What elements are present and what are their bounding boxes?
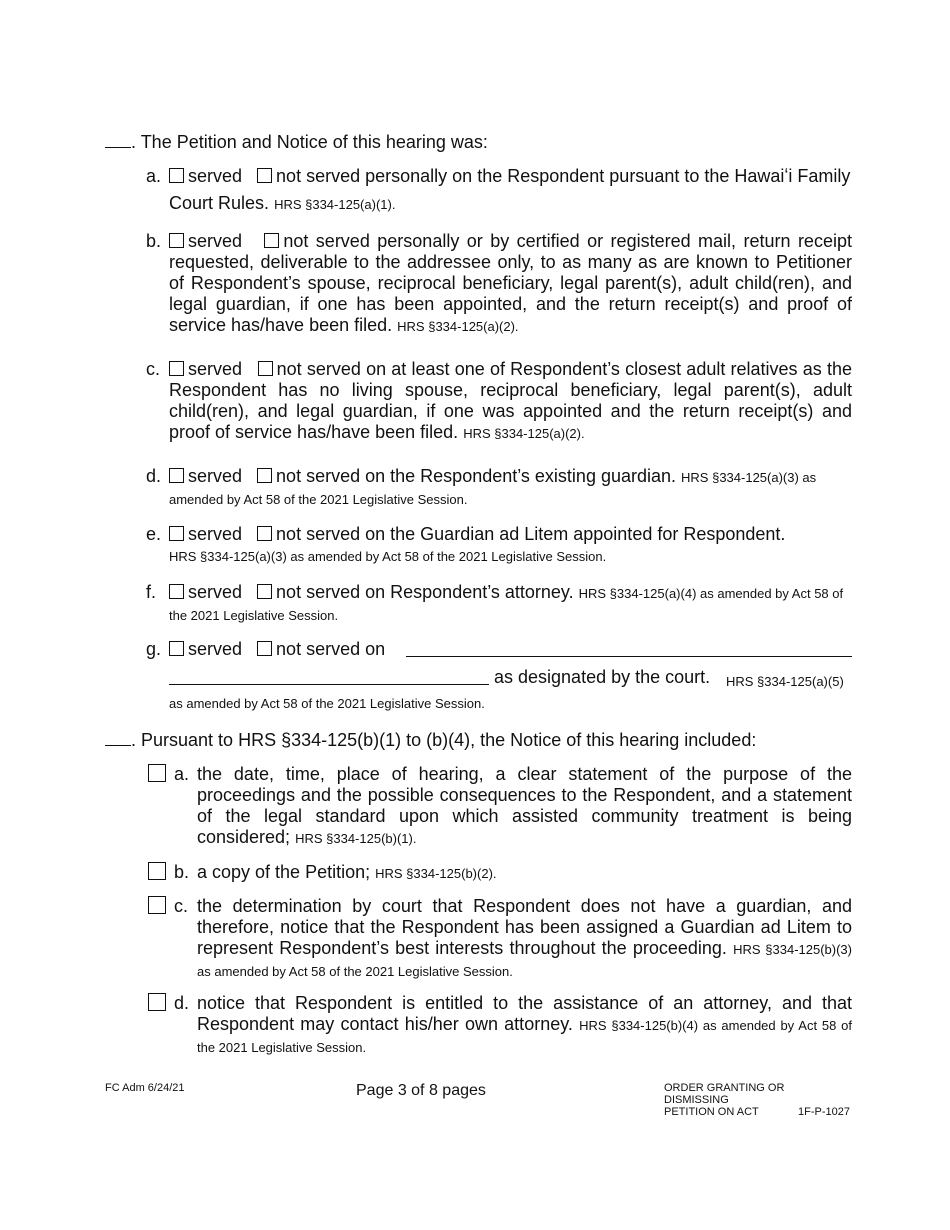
item-checkbox[interactable] xyxy=(148,993,166,1011)
item-text-2: as designated by the court. xyxy=(494,667,711,687)
served-label: served xyxy=(188,231,243,251)
not-served-label: not served xyxy=(276,359,361,379)
item-text: personally on the Respondent pursuant to the Hawaiʻi Family Court Rules. xyxy=(169,166,851,213)
served-label: served xyxy=(188,466,243,486)
section1-blank[interactable] xyxy=(105,133,131,148)
not-served-checkbox[interactable] xyxy=(258,361,273,376)
section1-heading: . The Petition and Notice of this hearing was: xyxy=(105,132,488,153)
section2-intro: Pursuant to HRS §334-125(b)(1) to (b)(4), the Notice of this hearing included: xyxy=(141,730,757,750)
not-served-label: not served xyxy=(276,166,361,186)
s2-item-b xyxy=(148,862,852,884)
item-letter: f. xyxy=(146,582,157,602)
item-letter: c. xyxy=(146,359,161,379)
footer-form-id: FC Adm 6/24/21 xyxy=(105,1082,185,1094)
item-ref: HRS §334-125(a)(3) as amended by Act 58 of the 2021 Legislative Session. xyxy=(169,470,817,507)
not-served-checkbox[interactable] xyxy=(257,168,272,183)
s1-item-a xyxy=(146,166,852,218)
item-text: the determination by court that Respondent does not have a guardian, and therefore, notice that the Respondent has been assigned a Guardian ad Litem to represent Respondent’s best interests throughout the proceeding. xyxy=(197,896,852,958)
section2-blank[interactable] xyxy=(105,731,131,746)
footer-title-line1: ORDER GRANTING OR DISMISSING xyxy=(664,1082,785,1106)
served-checkbox[interactable] xyxy=(169,361,184,376)
served-checkbox[interactable] xyxy=(169,168,184,183)
item-text: the date, time, place of hearing, a clear statement of the purpose of the proceedings and the possible consequences to the Respondent, and a statement of the legal standard upon which assisted community treatment is being considered; xyxy=(197,764,852,847)
s2-item-c xyxy=(148,896,852,982)
served-label: served xyxy=(188,524,243,544)
s2-item-d xyxy=(148,993,852,1058)
section2-heading: . Pursuant to HRS §334-125(b)(1) to (b)(4), the Notice of this hearing included: xyxy=(105,730,756,751)
not-served-label: not served xyxy=(276,466,361,486)
item-letter: g. xyxy=(146,639,162,659)
section1-intro: The Petition and Notice of this hearing was: xyxy=(140,132,488,152)
not-served-label: not served xyxy=(276,524,361,544)
item-checkbox[interactable] xyxy=(148,862,166,880)
s1-item-d xyxy=(146,466,852,510)
item-ref: HRS §334-125(a)(2). xyxy=(397,319,519,334)
item-text: a copy of the Petition; xyxy=(197,862,371,882)
not-served-label: not served xyxy=(276,582,361,602)
item-text: notice that Respondent is entitled to the assistance of an attorney, and that Respondent may contact his/her own attorney. xyxy=(197,993,852,1034)
served-label: served xyxy=(188,359,243,379)
item-letter: d. xyxy=(174,993,190,1013)
item-letter: b. xyxy=(146,231,162,251)
item-letter: b. xyxy=(174,862,190,882)
footer-form-number: 1F-P-1027 xyxy=(798,1106,850,1118)
item-ref: HRS §334-125(b)(1). xyxy=(295,831,417,846)
footer-title-line2: PETITION ON ACT xyxy=(664,1106,759,1118)
not-served-label: not served xyxy=(283,231,370,251)
item-ref: HRS §334-125(a)(4) as amended by Act 58 of the 2021 Legislative Session. xyxy=(169,586,844,623)
s1-item-e xyxy=(146,524,852,567)
not-served-checkbox[interactable] xyxy=(257,641,272,656)
item-text: on Respondent’s attorney. xyxy=(365,582,574,602)
not-served-checkbox[interactable] xyxy=(257,526,272,541)
not-served-checkbox[interactable] xyxy=(264,233,279,248)
served-label: served xyxy=(188,639,243,659)
served-checkbox[interactable] xyxy=(169,468,184,483)
item-checkbox[interactable] xyxy=(148,764,166,782)
served-checkbox[interactable] xyxy=(169,526,184,541)
served-checkbox[interactable] xyxy=(169,584,184,599)
item-ref: HRS §334-125(b)(4) as amended by Act 58 of the 2021 Legislative Session. xyxy=(197,1018,852,1055)
not-served-checkbox[interactable] xyxy=(257,584,272,599)
footer-title xyxy=(664,1082,850,1118)
item-text: on xyxy=(365,639,386,659)
item-letter: c. xyxy=(174,896,189,916)
served-checkbox[interactable] xyxy=(169,641,184,656)
s1-item-b xyxy=(146,231,852,337)
not-served-label: not served xyxy=(276,639,361,659)
served-checkbox[interactable] xyxy=(169,233,184,248)
s1-item-f xyxy=(146,582,852,626)
item-ref: HRS §334-125(a)(2). xyxy=(463,426,585,441)
footer-page-number: Page 3 of 8 pages xyxy=(356,1082,486,1099)
item-letter: d. xyxy=(146,466,162,486)
item-text: on the Guardian ad Litem appointed for Respondent. xyxy=(365,524,786,544)
served-label: served xyxy=(188,166,243,186)
item-ref: HRS §334-125(b)(3) as amended by Act 58 of the 2021 Legislative Session. xyxy=(197,942,852,979)
item-text: on at least one of Respondent’s closest adult relatives as the Respondent has no living spouse, reciprocal beneficiary, legal parent(s), adult child(ren), and legal guardian, if one was appointed and the return receipt(s) and proof of service has/have been filed. xyxy=(169,359,852,442)
item-letter: a. xyxy=(174,764,190,784)
s1-item-c xyxy=(146,359,852,444)
designee-line-1[interactable] xyxy=(406,656,852,657)
s2-item-a xyxy=(148,764,852,849)
item-text: personally or by certified or registered mail, return receipt requested, deliverable to the addressee only, to as many as are known to Petitioner of Respondent’s spouse, reciprocal beneficiary, legal parent(s), adult child(ren), and legal guardian, if one has been appointed, and the return receipt(s) and proof of service has/have been filed. xyxy=(169,231,852,335)
item-text: on the Respondent’s existing guardian. xyxy=(365,466,677,486)
item-ref: HRS §334-125(a)(5) as amended by Act 58 of the 2021 Legislative Session. xyxy=(169,674,844,711)
served-label: served xyxy=(188,582,243,602)
item-ref: HRS §334-125(a)(3) as amended by Act 58 of the 2021 Legislative Session. xyxy=(169,549,607,564)
item-letter: e. xyxy=(146,524,162,544)
item-ref: HRS §334-125(a)(1). xyxy=(274,197,396,212)
s1-item-g-ref xyxy=(169,671,852,715)
item-ref: HRS §334-125(b)(2). xyxy=(375,866,497,881)
item-checkbox[interactable] xyxy=(148,896,166,914)
item-letter: a. xyxy=(146,166,162,186)
not-served-checkbox[interactable] xyxy=(257,468,272,483)
